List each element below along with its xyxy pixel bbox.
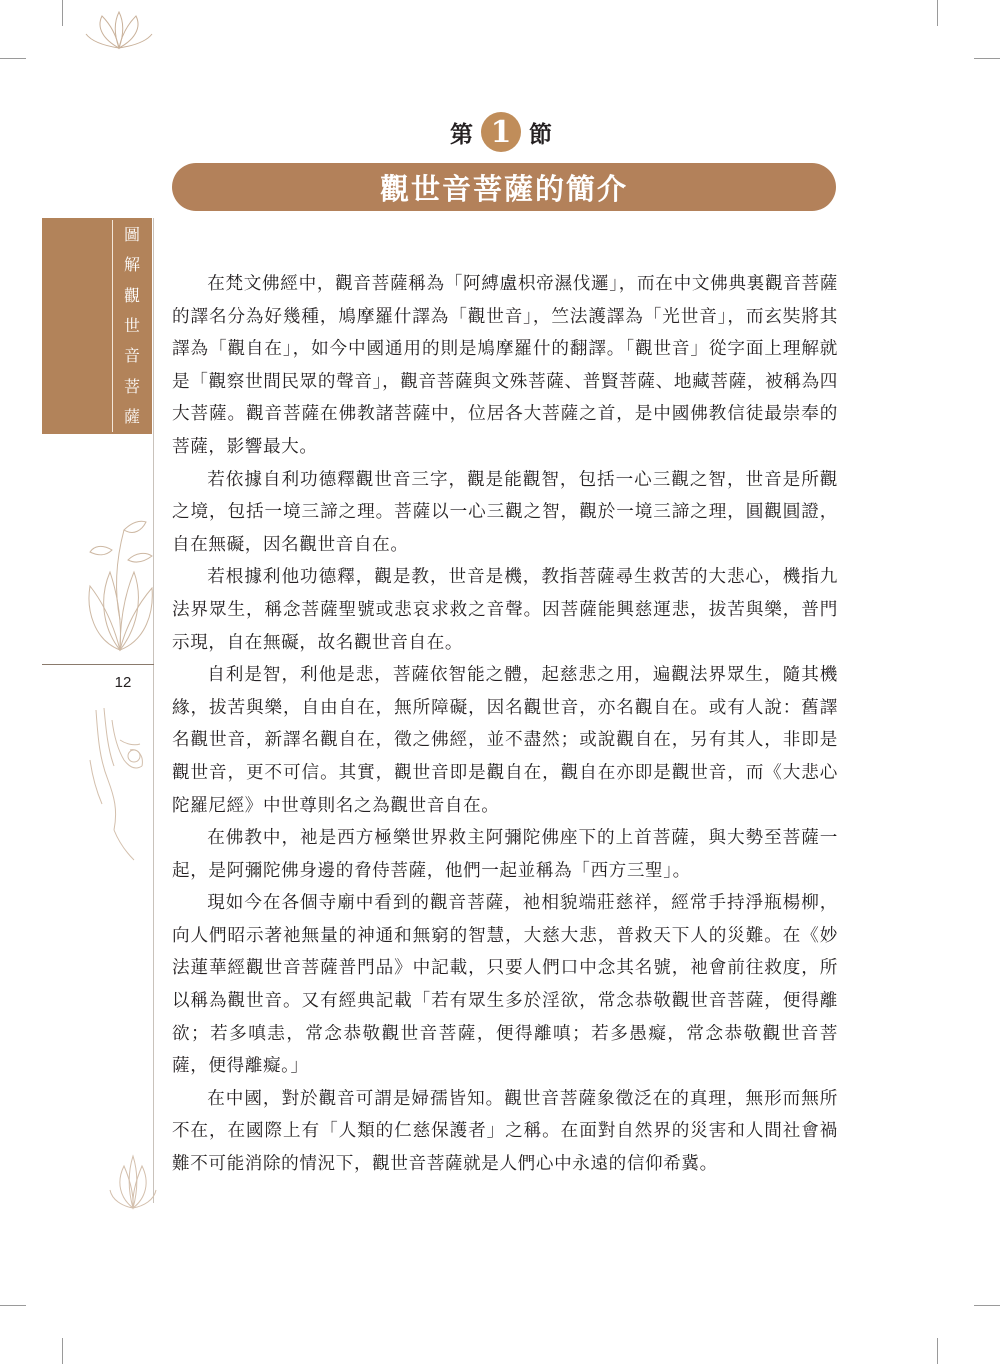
section-title: 觀世音菩薩的簡介 [379,171,628,206]
paragraph: 若根據利他功德釋，觀是教，世音是機，教指菩薩尋生救苦的大悲心，機指九法界眾生，稱念菩薩聖號或悲哀求救之音聲。因菩薩能興慈運悲，拔苦與樂，普門示現，自在無礙，故名觀世音自在。 [172,567,838,653]
section-title-banner [172,163,836,211]
paragraph: 自利是智，利他是悲，菩薩依智能之體，起慈悲之用，遍觀法界眾生，隨其機緣，拔苦與樂，自由自在，無所障礙，因名觀世音，亦名觀自在。或有人說：舊譯名觀世音，新譯名觀自在，徵之佛經，並不盡然；或說觀自在，另有其人，非即是觀世音，更不可信。其實，觀世音即是觀自在，觀自在亦即是觀世音，而《大悲心陀羅尼經》中世尊則名之為觀世音自在。 [172,665,838,816]
paragraph: 在佛教中，祂是西方極樂世界救主阿彌陀佛座下的上首菩薩，與大勢至菩薩一起，是阿彌陀佛身邊的脅侍菩薩，他們一起並稱為「西方三聖」。 [172,828,838,881]
section-prefix: 第 [450,120,473,148]
sidebar-title-char: 圖 [123,225,140,245]
crop-mark [974,58,1000,59]
sidebar-title-char: 觀 [123,285,140,305]
crop-mark [0,58,26,59]
sidebar-title-char: 菩 [123,376,140,396]
sidebar-title-char: 世 [123,315,140,335]
section-number-badge: 1 [481,112,521,152]
sidebar-title-char: 音 [123,346,140,366]
crop-mark [62,1338,63,1364]
crop-mark [937,1338,938,1364]
paragraph: 在梵文佛經中，觀音菩薩稱為「阿縛盧枳帝濕伐邏」，而在中文佛典裏觀音菩薩的譯名分為好幾種，鳩摩羅什譯為「觀世音」，竺法護譯為「光世音」，而玄奘將其譯為「觀自在」，如今中國通用的則是鳩摩羅什的翻譯。「觀世音」從字面上理解就是「觀察世間民眾的聲音」，觀音菩薩與文殊菩薩、普賢菩薩、地藏菩薩，被稱為四大菩薩。觀音菩薩在佛教諸菩薩中，位居各大菩薩之首，是中國佛教信徒最崇奉的菩薩，影響最大。 [172,274,838,457]
sidebar-title-char: 薩 [123,406,140,426]
sidebar-book-title [112,220,151,432]
lotus-ornament-icon [84,10,154,50]
lotus-flower-icon [84,500,156,660]
page-number-rule [42,664,154,665]
crop-mark [0,1305,26,1306]
crop-mark [937,0,938,26]
mudra-hands-icon [84,700,156,870]
section-label [450,110,552,154]
section-suffix: 節 [529,120,552,148]
article-body [172,268,838,1181]
crop-mark [62,0,63,26]
sidebar-title-char: 解 [123,255,140,275]
crop-mark [974,1305,1000,1306]
page-number: 12 [114,674,132,691]
paragraph: 在中國，對於觀音可謂是婦孺皆知。觀世音菩薩象徵泛在的真理，無形而無所不在，在國際上有「人類的仁慈保護者」之稱。在面對自然界的災害和人間社會禍難不可能消除的情況下，觀世音菩薩就是人們心中永遠的信仰希冀。 [172,1088,838,1175]
sidebar-book-title-tab [42,218,152,434]
paragraph: 若依據自利功德釋觀世音三字，觀是能觀智，包括一心三觀之智，世音是所觀之境，包括一境三諦之理。菩薩以一心三觀之智，觀於一境三諦之理，圓觀圓證，自在無礙，因名觀世音自在。 [172,469,838,555]
paragraph: 現如今在各個寺廟中看到的觀音菩薩，祂相貌端莊慈祥，經常手持淨瓶楊柳，向人們昭示著祂無量的神通和無窮的智慧，大慈大悲，普救天下人的災難。在《妙法蓮華經觀世音菩薩普門品》中記載，只要人們口中念其名號，祂會前往救度，所以稱為觀世音。又有經典記載「若有眾生多於淫欲，常念恭敬觀世音菩薩，便得離欲；若多嗔恚，常念恭敬觀世音菩薩，便得離嗔；若多愚癡，常念恭敬觀世音菩薩，便得離癡。」 [172,893,838,1077]
lotus-ornament-icon [108,1150,158,1210]
